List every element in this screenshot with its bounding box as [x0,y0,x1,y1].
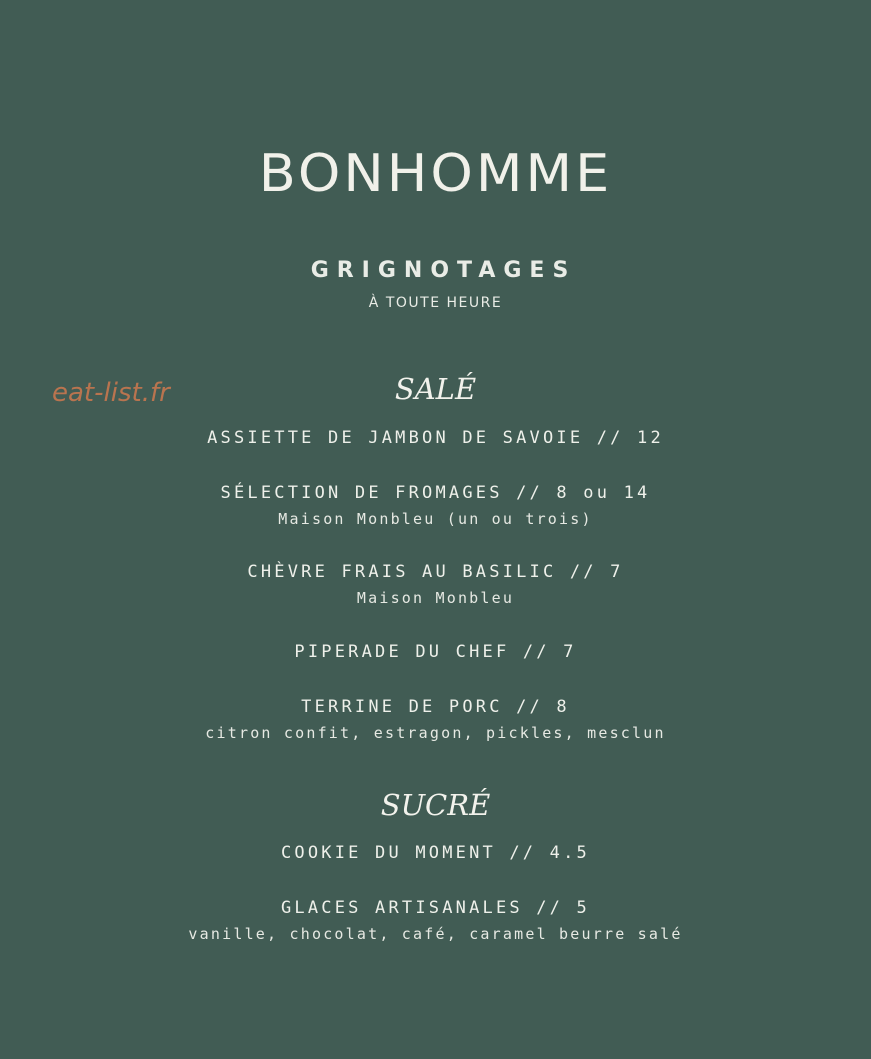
category-title-sucre: SUCRÉ [380,788,491,822]
menu-item-name: ASSIETTE DE JAMBON DE SAVOIE // 12 [207,428,664,448]
menu-item-description: Maison Monbleu [356,589,515,607]
menu-item-name: TERRINE DE PORC // 8 [301,697,570,717]
menu-item-description: citron confit, estragon, pickles, mesclun [205,724,666,742]
category-title-sale: SALÉ [394,372,477,406]
menu-item-description: Maison Monbleu (un ou trois) [278,510,593,528]
watermark-logo: eat-list.fr [52,378,170,408]
section-title: GRIGNOTAGES [310,258,577,283]
menu-item-name: PIPERADE DU CHEF // 7 [294,642,577,662]
menu-item-name: GLACES ARTISANALES // 5 [280,898,590,918]
menu-item-description: vanille, chocolat, café, caramel beurre salé [188,925,683,943]
menu-item-name: SÉLECTION DE FROMAGES // 8 ou 14 [220,483,651,503]
menu-item-name: CHÈVRE FRAIS AU BASILIC // 7 [247,562,624,582]
menu-item-name: COOKIE DU MOMENT // 4.5 [280,843,590,863]
section-subtitle: À TOUTE HEURE [368,295,503,311]
restaurant-name: BONHOMME [258,143,613,204]
